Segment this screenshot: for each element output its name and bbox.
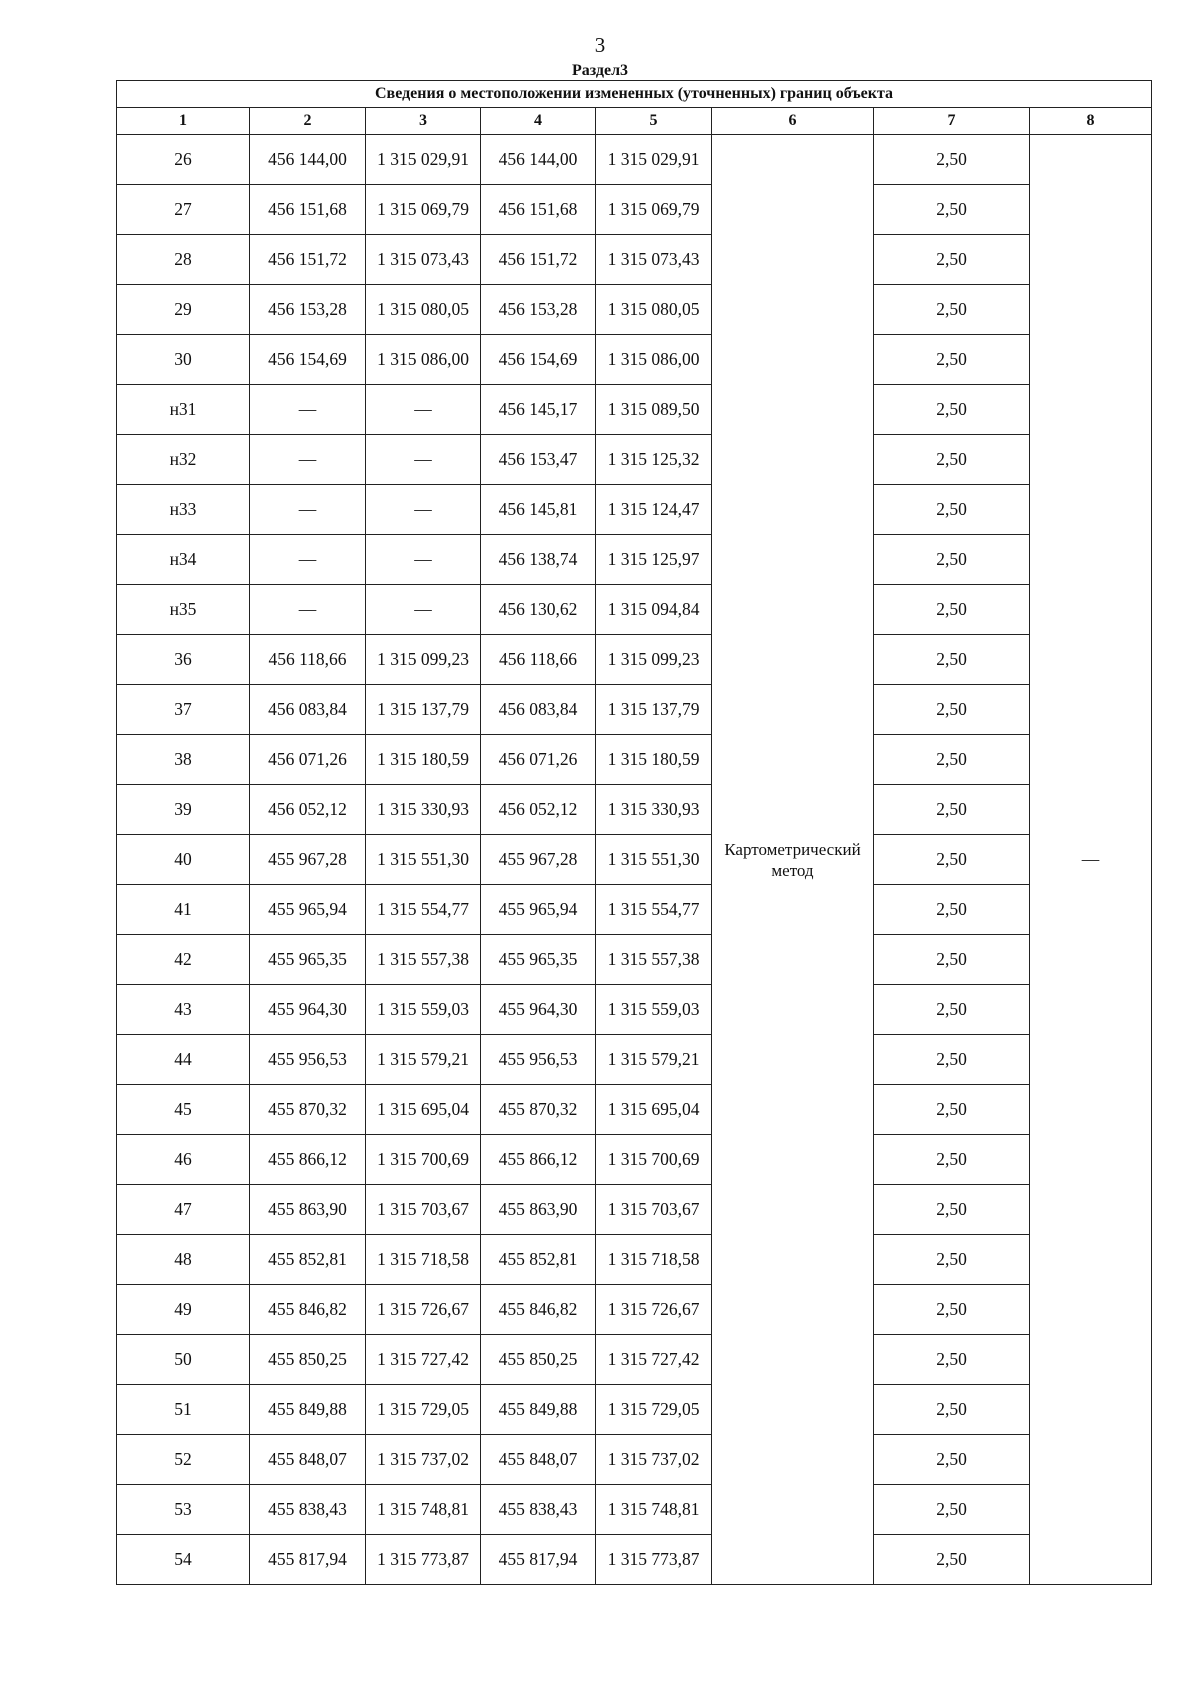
point-id-cell: 41: [117, 885, 250, 935]
table-row: [117, 585, 1152, 635]
old-x-cell: 455 965,94: [250, 885, 366, 935]
old-x-cell: 456 154,69: [250, 335, 366, 385]
column-number: 8: [1030, 108, 1152, 135]
table-row: [117, 1435, 1152, 1485]
point-id-cell: 48: [117, 1235, 250, 1285]
new-x-cell: 455 817,94: [481, 1535, 596, 1585]
old-y-cell: —: [366, 385, 481, 435]
new-y-cell: 1 315 579,21: [596, 1035, 712, 1085]
table-row: [117, 135, 1152, 185]
point-id-cell: 27: [117, 185, 250, 235]
old-y-cell: 1 315 718,58: [366, 1235, 481, 1285]
new-x-cell: 456 052,12: [481, 785, 596, 835]
new-y-cell: 1 315 125,97: [596, 535, 712, 585]
table-row: [117, 735, 1152, 785]
new-x-cell: 455 967,28: [481, 835, 596, 885]
new-x-cell: 456 145,17: [481, 385, 596, 435]
accuracy-cell: 2,50: [874, 535, 1030, 585]
table-row: [117, 535, 1152, 585]
accuracy-cell: 2,50: [874, 235, 1030, 285]
accuracy-cell: 2,50: [874, 1435, 1030, 1485]
old-y-cell: 1 315 073,43: [366, 235, 481, 285]
new-x-cell: 456 071,26: [481, 735, 596, 785]
table-row: [117, 935, 1152, 985]
table-row: [117, 435, 1152, 485]
new-x-cell: 456 083,84: [481, 685, 596, 735]
new-y-cell: 1 315 726,67: [596, 1285, 712, 1335]
new-x-cell: 455 852,81: [481, 1235, 596, 1285]
point-id-cell: 28: [117, 235, 250, 285]
new-y-cell: 1 315 086,00: [596, 335, 712, 385]
accuracy-cell: 2,50: [874, 135, 1030, 185]
point-id-cell: 52: [117, 1435, 250, 1485]
old-x-cell: 455 965,35: [250, 935, 366, 985]
new-x-cell: 455 870,32: [481, 1085, 596, 1135]
new-y-cell: 1 315 559,03: [596, 985, 712, 1035]
point-id-cell: 54: [117, 1535, 250, 1585]
new-x-cell: 455 866,12: [481, 1135, 596, 1185]
new-y-cell: 1 315 330,93: [596, 785, 712, 835]
table-row: [117, 1335, 1152, 1385]
table-row: [117, 335, 1152, 385]
point-id-cell: 46: [117, 1135, 250, 1185]
table-row: [117, 685, 1152, 735]
old-x-cell: 455 850,25: [250, 1335, 366, 1385]
point-id-cell: 53: [117, 1485, 250, 1535]
old-x-cell: 455 817,94: [250, 1535, 366, 1585]
description-cell: —: [1030, 135, 1152, 1585]
new-y-cell: 1 315 124,47: [596, 485, 712, 535]
accuracy-cell: 2,50: [874, 185, 1030, 235]
old-y-cell: —: [366, 435, 481, 485]
point-id-cell: 26: [117, 135, 250, 185]
old-y-cell: 1 315 069,79: [366, 185, 481, 235]
new-x-cell: 455 848,07: [481, 1435, 596, 1485]
old-y-cell: 1 315 729,05: [366, 1385, 481, 1435]
table-body: [117, 135, 1152, 1585]
new-x-cell: 456 154,69: [481, 335, 596, 385]
new-y-cell: 1 315 551,30: [596, 835, 712, 885]
new-y-cell: 1 315 180,59: [596, 735, 712, 785]
old-x-cell: —: [250, 385, 366, 435]
old-x-cell: 455 967,28: [250, 835, 366, 885]
point-id-cell: 29: [117, 285, 250, 335]
old-x-cell: 456 144,00: [250, 135, 366, 185]
point-id-cell: 39: [117, 785, 250, 835]
point-id-cell: н33: [117, 485, 250, 535]
old-x-cell: —: [250, 435, 366, 485]
point-id-cell: 30: [117, 335, 250, 385]
old-x-cell: 456 083,84: [250, 685, 366, 735]
old-y-cell: 1 315 559,03: [366, 985, 481, 1035]
accuracy-cell: 2,50: [874, 585, 1030, 635]
old-x-cell: 455 849,88: [250, 1385, 366, 1435]
old-y-cell: —: [366, 535, 481, 585]
old-x-cell: 455 848,07: [250, 1435, 366, 1485]
accuracy-cell: 2,50: [874, 1085, 1030, 1135]
old-y-cell: 1 315 330,93: [366, 785, 481, 835]
old-x-cell: 455 964,30: [250, 985, 366, 1035]
new-x-cell: 455 846,82: [481, 1285, 596, 1335]
table-row: [117, 1235, 1152, 1285]
old-y-cell: 1 315 737,02: [366, 1435, 481, 1485]
new-y-cell: 1 315 773,87: [596, 1535, 712, 1585]
old-x-cell: 455 846,82: [250, 1285, 366, 1335]
accuracy-cell: 2,50: [874, 1335, 1030, 1385]
boundary-coordinates-table: [116, 80, 1152, 1585]
column-number: 1: [117, 108, 250, 135]
new-y-cell: 1 315 695,04: [596, 1085, 712, 1135]
table-row: [117, 235, 1152, 285]
old-x-cell: 455 870,32: [250, 1085, 366, 1135]
new-y-cell: 1 315 069,79: [596, 185, 712, 235]
accuracy-cell: 2,50: [874, 1135, 1030, 1185]
table-row: [117, 785, 1152, 835]
table-caption: Сведения о местоположении измененных (уточненных) границ объекта: [117, 81, 1152, 108]
point-id-cell: н34: [117, 535, 250, 585]
new-x-cell: 456 144,00: [481, 135, 596, 185]
accuracy-cell: 2,50: [874, 1535, 1030, 1585]
old-y-cell: 1 315 137,79: [366, 685, 481, 735]
point-id-cell: 45: [117, 1085, 250, 1135]
accuracy-cell: 2,50: [874, 1035, 1030, 1085]
old-x-cell: —: [250, 485, 366, 535]
accuracy-cell: 2,50: [874, 635, 1030, 685]
accuracy-cell: 2,50: [874, 385, 1030, 435]
new-x-cell: 455 850,25: [481, 1335, 596, 1385]
new-y-cell: 1 315 099,23: [596, 635, 712, 685]
table-row: [117, 1285, 1152, 1335]
new-y-cell: 1 315 137,79: [596, 685, 712, 735]
table-row: [117, 1135, 1152, 1185]
column-number: 2: [250, 108, 366, 135]
new-y-cell: 1 315 748,81: [596, 1485, 712, 1535]
new-y-cell: 1 315 080,05: [596, 285, 712, 335]
accuracy-cell: 2,50: [874, 985, 1030, 1035]
new-x-cell: 456 145,81: [481, 485, 596, 535]
new-y-cell: 1 315 700,69: [596, 1135, 712, 1185]
new-x-cell: 455 965,94: [481, 885, 596, 935]
accuracy-cell: 2,50: [874, 285, 1030, 335]
old-x-cell: 455 866,12: [250, 1135, 366, 1185]
table-row: [117, 1485, 1152, 1535]
old-x-cell: —: [250, 535, 366, 585]
old-y-cell: 1 315 703,67: [366, 1185, 481, 1235]
new-y-cell: 1 315 029,91: [596, 135, 712, 185]
point-id-cell: 37: [117, 685, 250, 735]
column-number: 5: [596, 108, 712, 135]
old-x-cell: 455 863,90: [250, 1185, 366, 1235]
table-row: [117, 485, 1152, 535]
table-row: [117, 1185, 1152, 1235]
table-row: [117, 635, 1152, 685]
old-y-cell: 1 315 086,00: [366, 335, 481, 385]
accuracy-cell: 2,50: [874, 485, 1030, 535]
new-y-cell: 1 315 727,42: [596, 1335, 712, 1385]
old-y-cell: 1 315 099,23: [366, 635, 481, 685]
accuracy-cell: 2,50: [874, 835, 1030, 885]
new-x-cell: 456 118,66: [481, 635, 596, 685]
table-row: [117, 385, 1152, 435]
column-number-row: [117, 108, 1152, 135]
old-y-cell: 1 315 695,04: [366, 1085, 481, 1135]
table-row: [117, 1535, 1152, 1585]
accuracy-cell: 2,50: [874, 1385, 1030, 1435]
column-number: 3: [366, 108, 481, 135]
accuracy-cell: 2,50: [874, 335, 1030, 385]
point-id-cell: 38: [117, 735, 250, 785]
new-y-cell: 1 315 554,77: [596, 885, 712, 935]
new-x-cell: 455 965,35: [481, 935, 596, 985]
new-y-cell: 1 315 703,67: [596, 1185, 712, 1235]
point-id-cell: н31: [117, 385, 250, 435]
point-id-cell: 47: [117, 1185, 250, 1235]
point-id-cell: 40: [117, 835, 250, 885]
section-title: Раздел3: [571, 62, 629, 79]
new-y-cell: 1 315 094,84: [596, 585, 712, 635]
old-x-cell: 456 151,72: [250, 235, 366, 285]
new-y-cell: 1 315 089,50: [596, 385, 712, 435]
new-x-cell: 456 130,62: [481, 585, 596, 635]
column-number: 4: [481, 108, 596, 135]
table-row: [117, 1385, 1152, 1435]
old-x-cell: 455 838,43: [250, 1485, 366, 1535]
point-id-cell: 43: [117, 985, 250, 1035]
point-id-cell: 42: [117, 935, 250, 985]
accuracy-cell: 2,50: [874, 1185, 1030, 1235]
table-row: [117, 835, 1152, 885]
page-number: 3: [594, 33, 606, 57]
table-row: [117, 285, 1152, 335]
point-id-cell: 49: [117, 1285, 250, 1335]
accuracy-cell: 2,50: [874, 1235, 1030, 1285]
new-x-cell: 455 863,90: [481, 1185, 596, 1235]
old-x-cell: 456 153,28: [250, 285, 366, 335]
point-id-cell: 44: [117, 1035, 250, 1085]
old-x-cell: —: [250, 585, 366, 635]
old-x-cell: 455 956,53: [250, 1035, 366, 1085]
old-x-cell: 455 852,81: [250, 1235, 366, 1285]
new-y-cell: 1 315 557,38: [596, 935, 712, 985]
accuracy-cell: 2,50: [874, 1485, 1030, 1535]
new-x-cell: 455 964,30: [481, 985, 596, 1035]
point-id-cell: н35: [117, 585, 250, 635]
new-y-cell: 1 315 125,32: [596, 435, 712, 485]
point-id-cell: 51: [117, 1385, 250, 1435]
table-row: [117, 1035, 1152, 1085]
old-y-cell: 1 315 726,67: [366, 1285, 481, 1335]
new-x-cell: 456 151,68: [481, 185, 596, 235]
old-y-cell: 1 315 554,77: [366, 885, 481, 935]
old-y-cell: 1 315 748,81: [366, 1485, 481, 1535]
new-x-cell: 455 838,43: [481, 1485, 596, 1535]
method-cell: Картометрический метод: [712, 135, 874, 1585]
accuracy-cell: 2,50: [874, 735, 1030, 785]
table-row: [117, 985, 1152, 1035]
old-y-cell: 1 315 773,87: [366, 1535, 481, 1585]
table-row: [117, 185, 1152, 235]
old-y-cell: 1 315 180,59: [366, 735, 481, 785]
old-y-cell: —: [366, 485, 481, 535]
accuracy-cell: 2,50: [874, 435, 1030, 485]
old-y-cell: 1 315 080,05: [366, 285, 481, 335]
table-row: [117, 885, 1152, 935]
accuracy-cell: 2,50: [874, 785, 1030, 835]
new-y-cell: 1 315 718,58: [596, 1235, 712, 1285]
accuracy-cell: 2,50: [874, 935, 1030, 985]
new-y-cell: 1 315 073,43: [596, 235, 712, 285]
old-y-cell: —: [366, 585, 481, 635]
old-x-cell: 456 151,68: [250, 185, 366, 235]
new-x-cell: 456 151,72: [481, 235, 596, 285]
new-x-cell: 456 138,74: [481, 535, 596, 585]
new-x-cell: 456 153,47: [481, 435, 596, 485]
old-y-cell: 1 315 029,91: [366, 135, 481, 185]
old-y-cell: 1 315 700,69: [366, 1135, 481, 1185]
old-y-cell: 1 315 557,38: [366, 935, 481, 985]
new-x-cell: 456 153,28: [481, 285, 596, 335]
column-number: 7: [874, 108, 1030, 135]
old-x-cell: 456 052,12: [250, 785, 366, 835]
accuracy-cell: 2,50: [874, 885, 1030, 935]
point-id-cell: 50: [117, 1335, 250, 1385]
new-y-cell: 1 315 729,05: [596, 1385, 712, 1435]
accuracy-cell: 2,50: [874, 685, 1030, 735]
old-x-cell: 456 071,26: [250, 735, 366, 785]
column-number: 6: [712, 108, 874, 135]
old-y-cell: 1 315 727,42: [366, 1335, 481, 1385]
point-id-cell: н32: [117, 435, 250, 485]
old-y-cell: 1 315 579,21: [366, 1035, 481, 1085]
accuracy-cell: 2,50: [874, 1285, 1030, 1335]
new-x-cell: 455 956,53: [481, 1035, 596, 1085]
old-x-cell: 456 118,66: [250, 635, 366, 685]
point-id-cell: 36: [117, 635, 250, 685]
table-row: [117, 1085, 1152, 1135]
new-y-cell: 1 315 737,02: [596, 1435, 712, 1485]
old-y-cell: 1 315 551,30: [366, 835, 481, 885]
new-x-cell: 455 849,88: [481, 1385, 596, 1435]
